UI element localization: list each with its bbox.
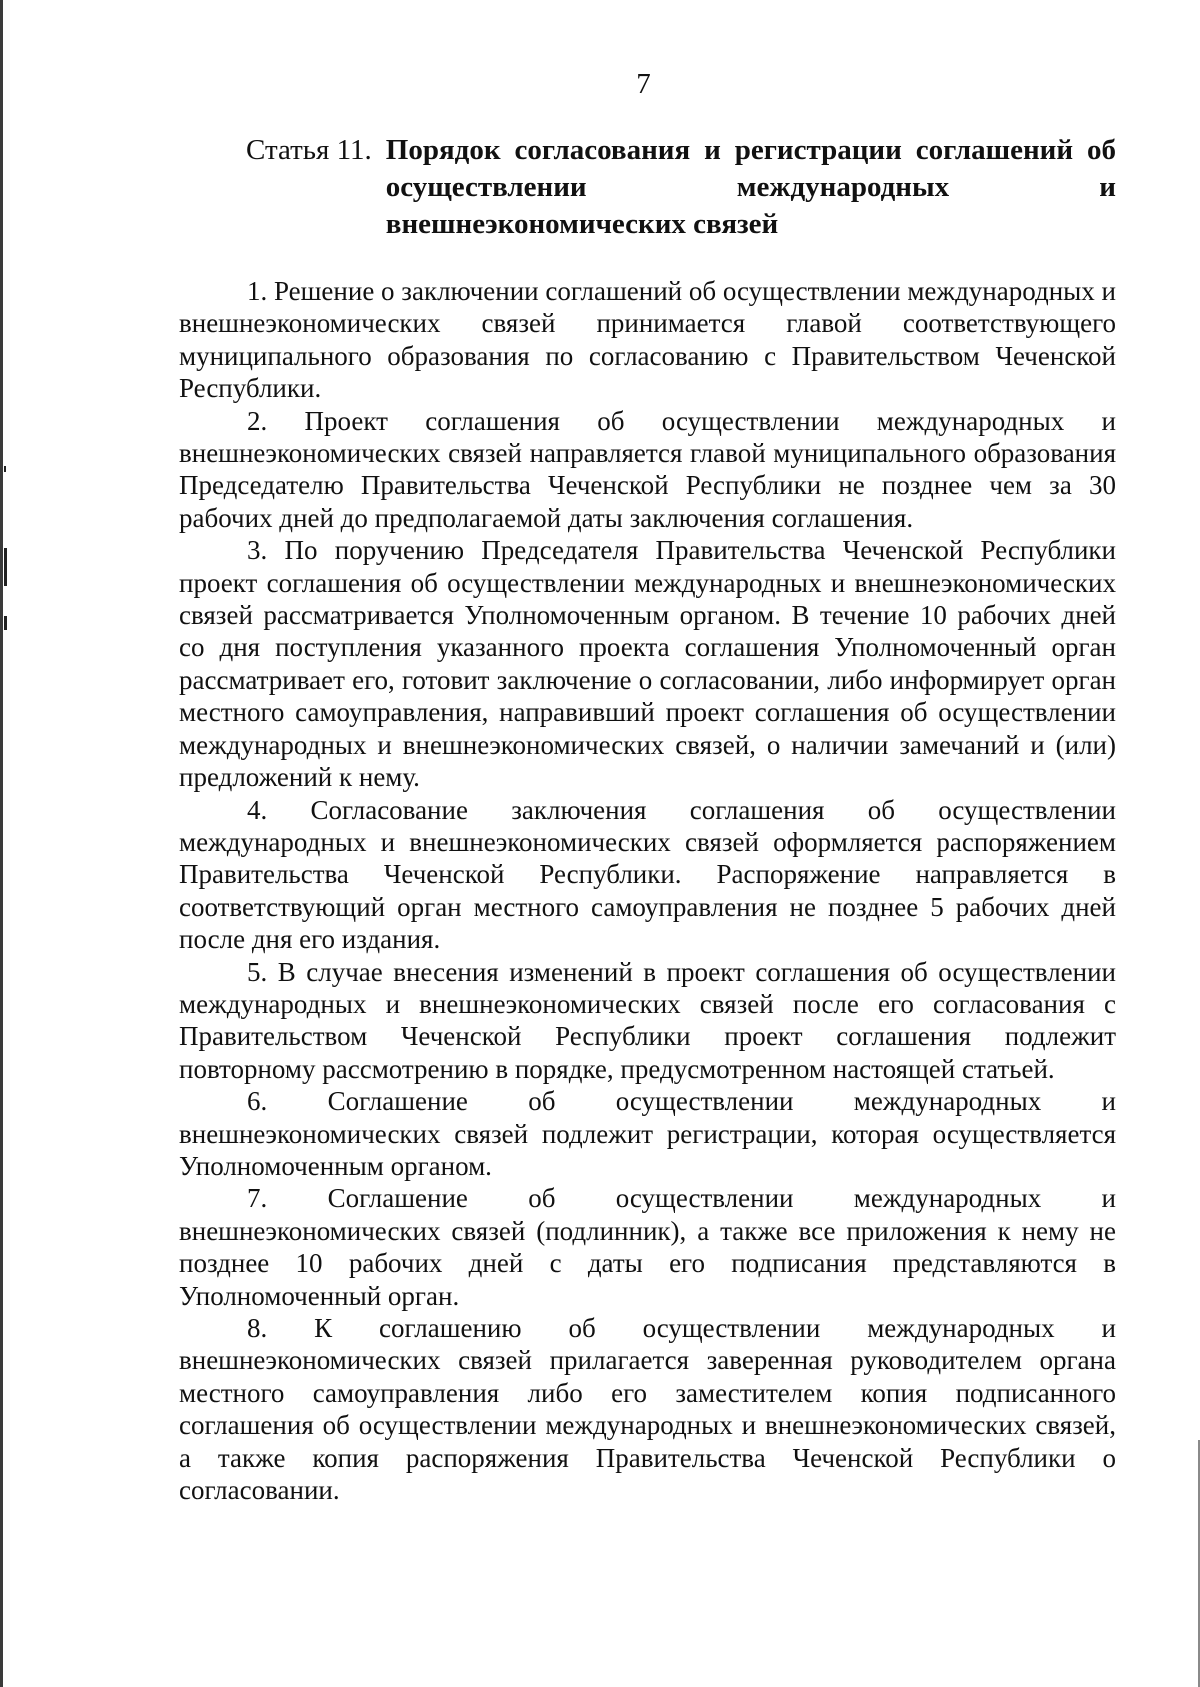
scan-mark (4, 616, 7, 630)
article-title: Порядок согласования и регистрации соглашений об осуществлении международных и внешнеэкономических связей (385, 134, 1116, 240)
article-heading (246, 132, 1116, 243)
scan-mark (4, 548, 7, 586)
scan-mark (4, 466, 6, 472)
scan-edge-left (0, 0, 3, 1687)
page-number: 7 (636, 68, 651, 100)
paragraph: 2. Проект соглашения об осуществлении международных и внешнеэкономических связей направляется главой муниципального образования Председателю Правительства Чеченской Республики не позднее чем за 30 рабочих дней до предполагаемой даты заключения соглашения. (179, 405, 1116, 533)
paragraph: 8. К соглашению об осуществлении международных и внешнеэкономических связей прилагается заверенная руководителем органа местного самоуправления либо его заместителем копия подписанного соглашения об осуществлении международных и внешнеэкономических связей, а также копия распоряжения Правительства Чеченской Республики о согласовании. (179, 1313, 1116, 1506)
paragraph: 5. В случае внесения изменений в проект соглашения об осуществлении международных и внешнеэкономических связей после его согласования с Правительством Чеченской Республики проект соглашения подлежит повторному рассмотрению в порядке, предусмотренном настоящей статьей. (179, 956, 1116, 1084)
article-body (179, 275, 1116, 1506)
paragraph: 4. Согласование заключения соглашения об осуществлении международных и внешнеэкономических связей оформляется распоряжением Правительства Чеченской Республики. Распоряжение направляется в соответствующий орган местного самоуправления не позднее 5 рабочих дней после дня его издания. (179, 794, 1116, 955)
article-number: Статья 11. (246, 134, 372, 166)
paragraph: 7. Соглашение об осуществлении международных и внешнеэкономических связей (подлинник), а также все приложения к нему не позднее 10 рабочих дней с даты его подписания представляются в Уполномоченный орган. (179, 1183, 1116, 1311)
paragraph: 1. Решение о заключении соглашений об осуществлении международных и внешнеэкономических связей принимается главой соответствующего муниципального образования по согласованию с Правительством Чеченской Республики. (179, 276, 1116, 404)
paragraph: 3. По поручению Председателя Правительства Чеченской Республики проект соглашения об осуществлении международных и внешнеэкономических связей рассматривается Уполномоченным органом. В течение 10 рабочих дней со дня поступления указанного проекта соглашения Уполномоченный орган рассматривает его, готовит заключение о согласовании, либо информирует орган местного самоуправления, направивший проект соглашения об осуществлении международных и внешнеэкономических связей, о наличии замечаний и (или) предложений к нему. (179, 535, 1116, 793)
paragraph: 6. Соглашение об осуществлении международных и внешнеэкономических связей подлежит регистрации, которая осуществляется Уполномоченным органом. (179, 1086, 1116, 1181)
